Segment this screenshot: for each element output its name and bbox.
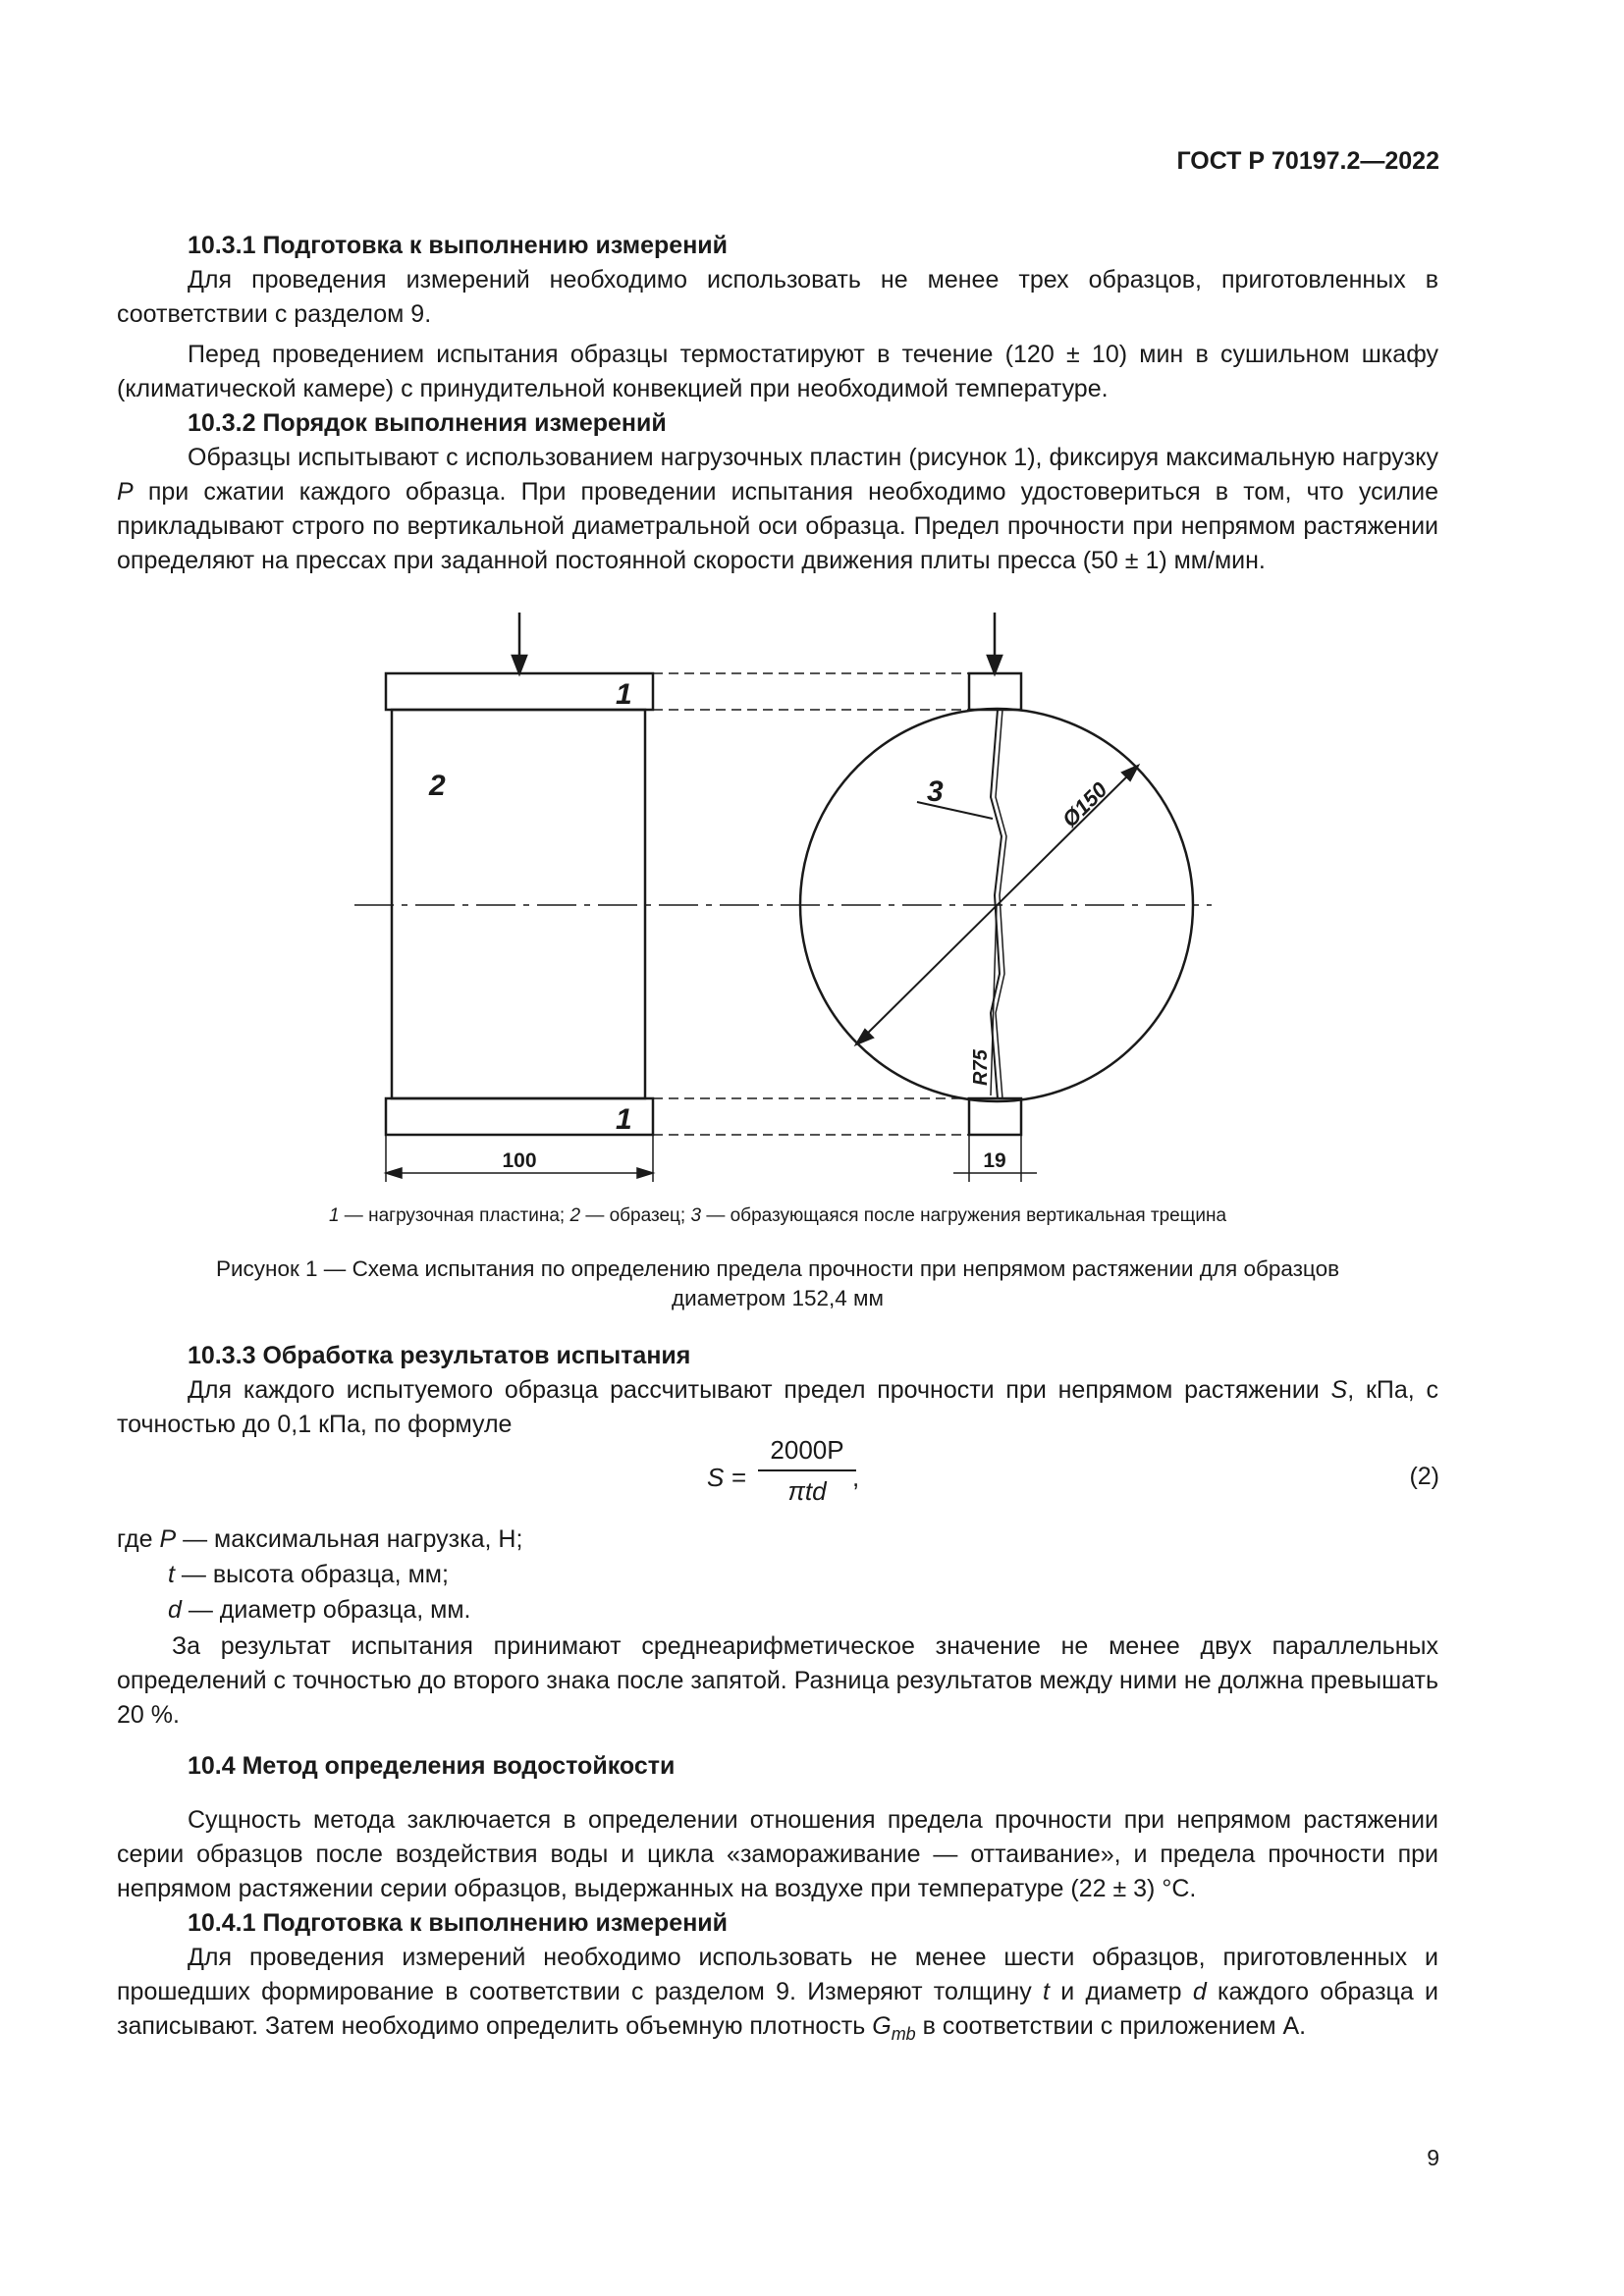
list-item: d — диаметр образца, мм. — [168, 1596, 471, 1624]
label-crack: 3 — [927, 775, 944, 808]
heading-10-3-1: 10.3.1 Подготовка к выполнению измерений — [188, 232, 729, 259]
label-plate-top: 1 — [616, 678, 632, 711]
dim-width: 100 — [502, 1149, 537, 1172]
load-arrow-left — [513, 656, 526, 673]
section-10-4 — [117, 1749, 1438, 2052]
formula-numerator: 2000P — [770, 1435, 844, 1465]
variable-list — [117, 1522, 522, 1628]
section-10-3-1 — [117, 229, 1438, 578]
dim-diameter: Ø150 — [1056, 776, 1112, 832]
heading-10-3-3: 10.3.3 Обработка результатов испытания — [188, 1342, 691, 1369]
loading-plate-top-left — [386, 673, 653, 710]
paragraph: За результат испытания принимают среднеарифметическое значение не менее двух параллельных определений с точностью до второго знака после запятой. Разница результатов между ними не должна превышать 20 %. — [117, 1632, 1438, 1729]
loading-plate-bottom-left — [386, 1098, 653, 1135]
label-sample: 2 — [429, 770, 446, 802]
fraction-bar — [758, 1469, 856, 1471]
paragraph: Для каждого испытуемого образца рассчитывают предел прочности при непрямом растяжении S, кПа, с точностью до 0,1 кПа, по формуле — [117, 1376, 1439, 1438]
formula-denominator: πtd — [787, 1476, 827, 1506]
figure-caption: Рисунок 1 — Схема испытания по определению предела прочности при непрямом растяжении для образцов диаметром 152,4 мм — [215, 1256, 1340, 1310]
heading-10-3-2: 10.3.2 Порядок выполнения измерений — [188, 409, 667, 437]
heading-10-4-1: 10.4.1 Подготовка к выполнению измерений — [188, 1909, 729, 1937]
paragraph: Для проведения измерений необходимо использовать не менее трех образцов, приготовленных в соответствии с разделом 9. — [117, 266, 1438, 328]
page-number: 9 — [1427, 2145, 1439, 2170]
list-item: t — высота образца, мм; — [168, 1561, 449, 1588]
section-10-3-3 — [117, 1339, 1438, 1442]
formula-2: S = 2000P πtd , — [707, 1435, 860, 1506]
figure-1 — [117, 601, 1438, 1209]
test-scheme-drawing — [117, 601, 1438, 1209]
dim-radius: R75 — [970, 1049, 992, 1086]
heading-10-4: 10.4 Метод определения водостойкости — [188, 1752, 676, 1780]
loading-plate-bottom-right — [969, 1098, 1021, 1135]
label-plate-bottom: 1 — [616, 1103, 632, 1136]
specimen-side-view — [392, 710, 645, 1098]
loading-plate-top-right — [969, 673, 1021, 710]
section-10-3-3-result — [117, 1629, 1438, 1733]
figure-legend: 1 — нагрузочная пластина; 2 — образец; 3 — образующаяся после нагружения вертикальная трещина — [328, 1205, 1227, 1226]
paragraph: Образцы испытывают с использованием нагрузочных пластин (рисунок 1), фиксируя максимальную нагрузку P при сжатии каждого образца. При проведении испытания необходимо удостовериться в том, что усилие прикладывают строго по вертикальной диаметральной оси образца. Предел прочности при непрямом растяжении определяют на прессах при заданной постоянной скорости движения плиты пресса (50 ± 1) мм/мин. — [117, 444, 1438, 574]
load-arrow-right — [988, 656, 1001, 673]
dim-plate: 19 — [983, 1149, 1006, 1172]
paragraph: Перед проведением испытания образцы термостатируют в течение (120 ± 10) мин в сушильном шкафу (климатической камере) с принудительной конвекцией при необходимой температуре. — [117, 341, 1438, 402]
equation-number: (2) — [1409, 1463, 1439, 1490]
list-item: где P — максимальная нагрузка, Н; — [117, 1525, 523, 1553]
document-id: ГОСТ Р 70197.2—2022 — [1176, 147, 1439, 175]
paragraph: Для проведения измерений необходимо использовать не менее шести образцов, приготовленных и прошедших формирование в соответствии с разделом 9. Измеряют толщину t и диаметр d каждого образца и записывают. Затем необходимо определить объемную плотность $G_{mb}$ в соответствии с приложением А. — [117, 1944, 1438, 2044]
paragraph: Сущность метода заключается в определении отношения предела прочности при непрямом растяжении серии образцов после воздействия воды и цикла «замораживание — оттаивание», и предела прочности при непрямом растяжении серии образцов, выдержанных на воздухе при температуре (22 ± 3) °С. — [117, 1806, 1438, 1902]
